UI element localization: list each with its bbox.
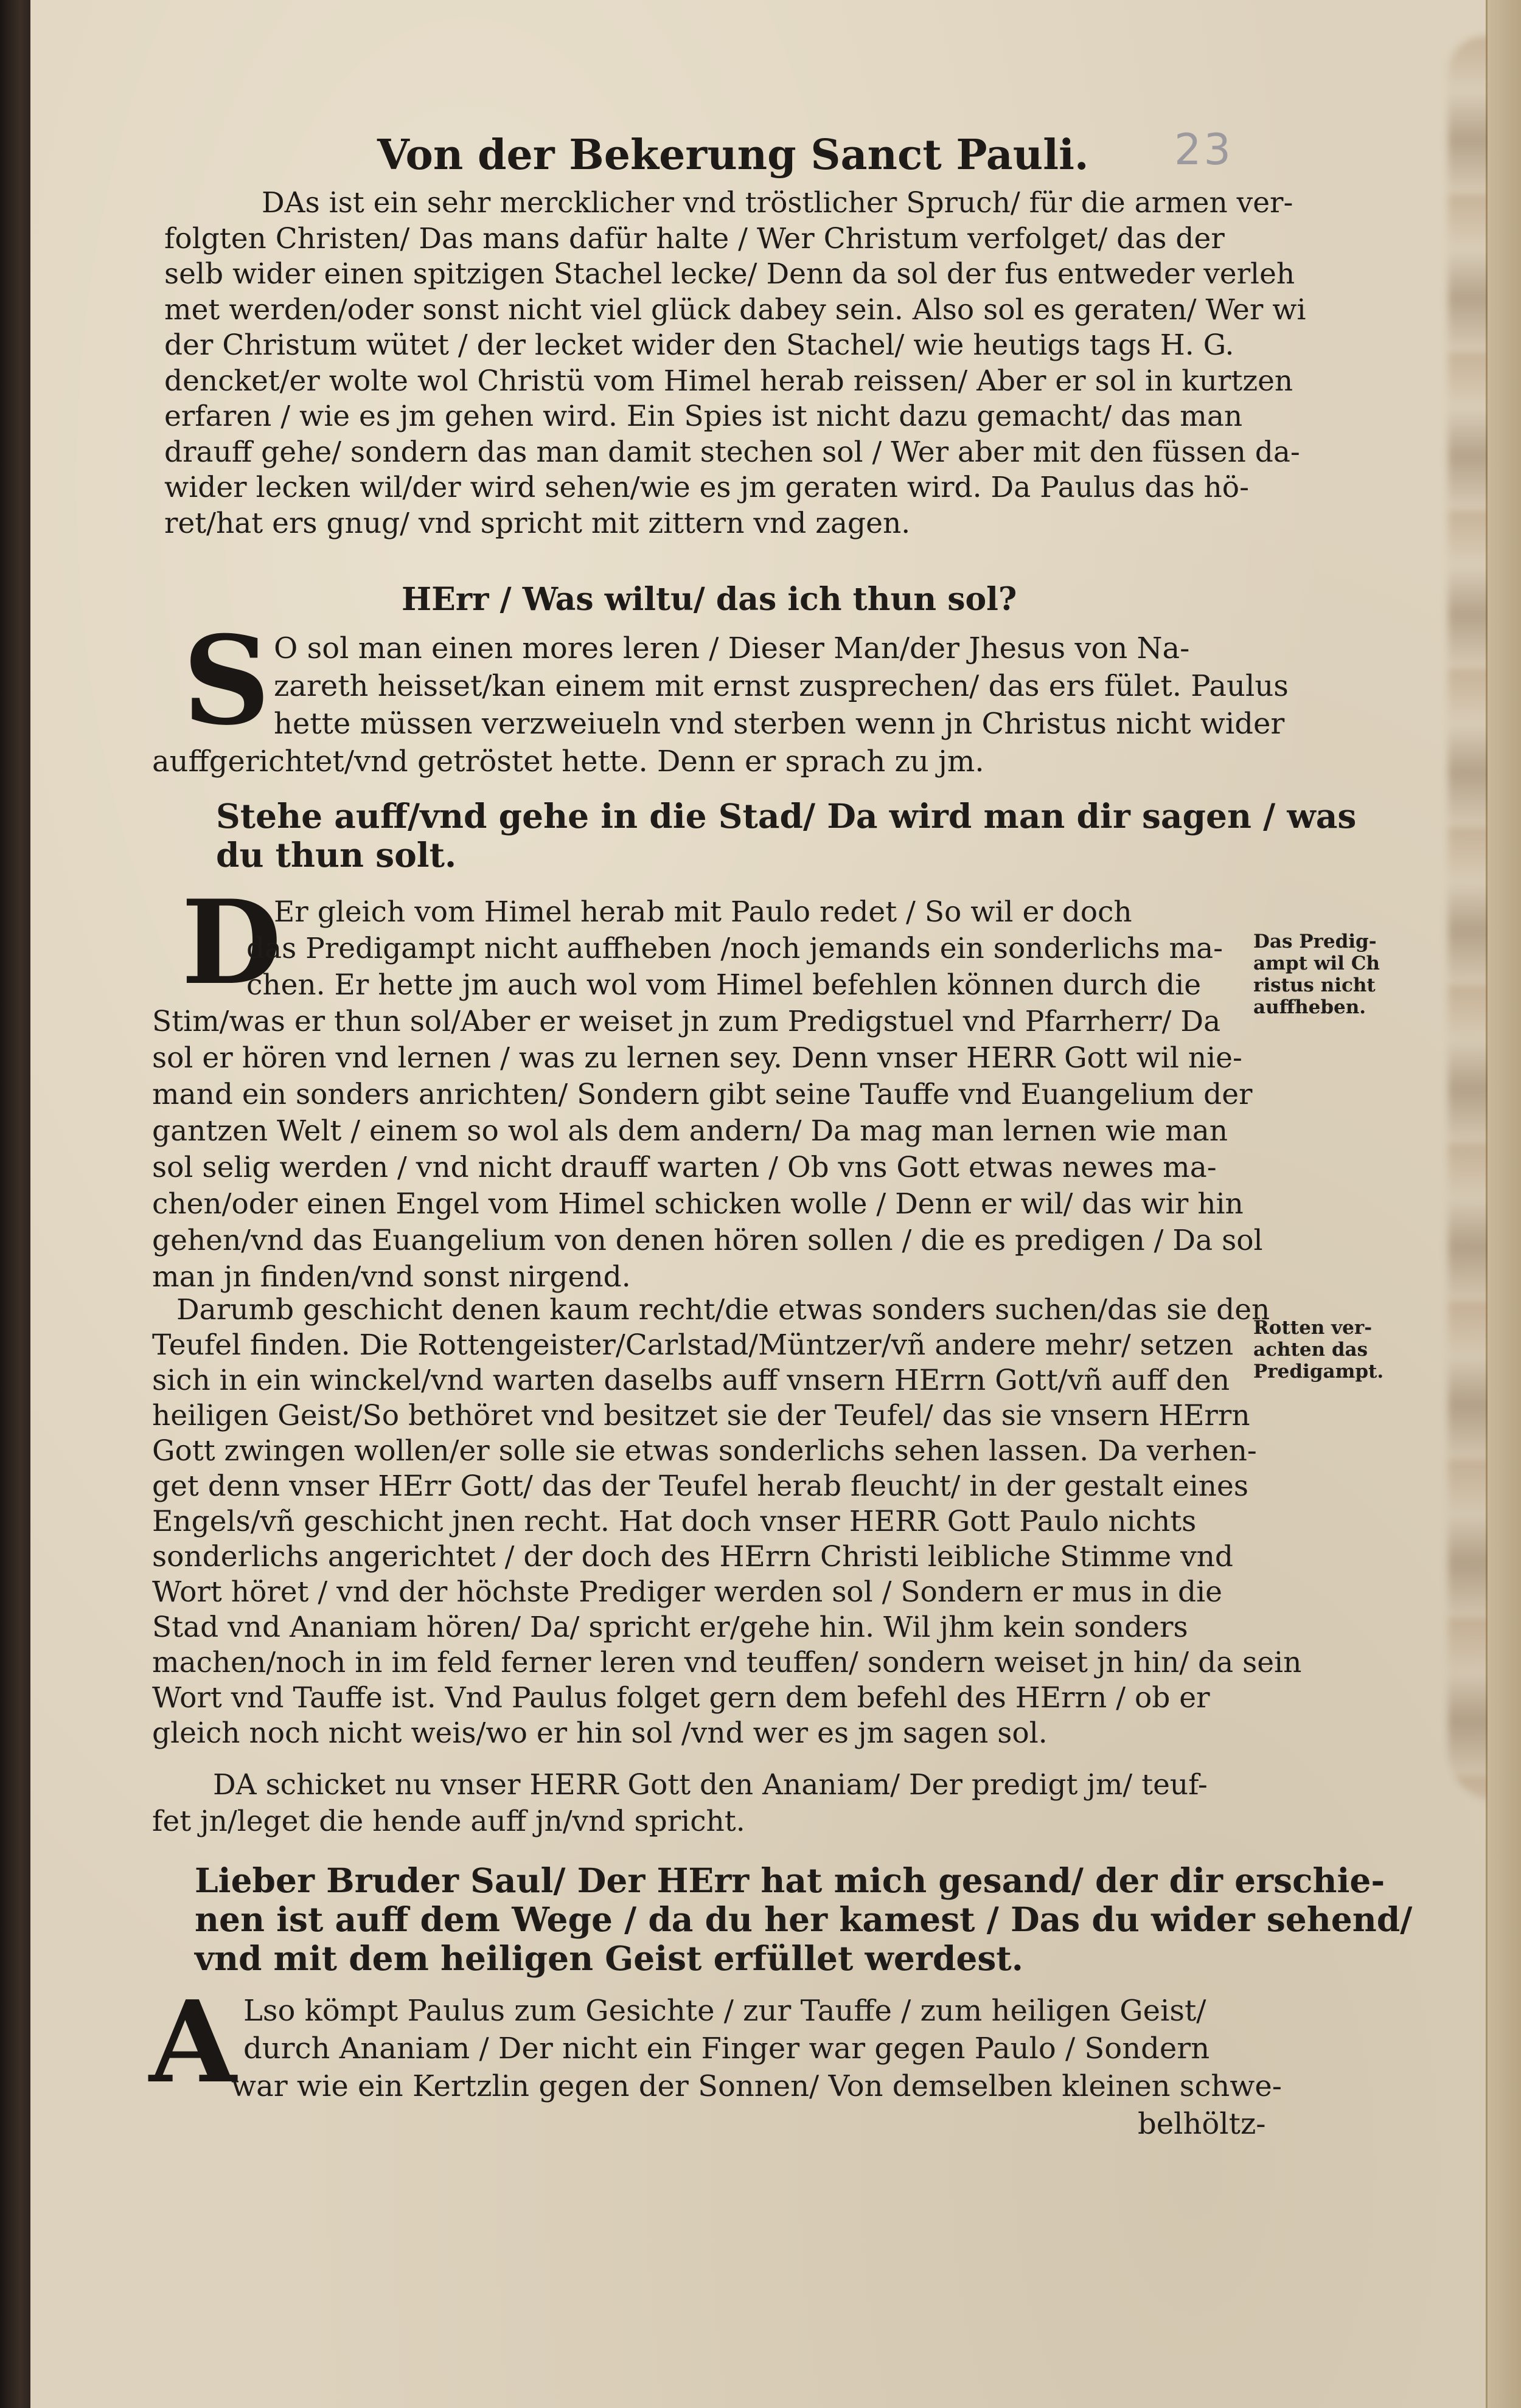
text-line: met werden/oder sonst nicht viel glück dabey sein. Also sol es geraten/ Wer wi	[164, 293, 1306, 327]
margin-note-rotten	[1253, 1317, 1442, 1383]
text-line: fet jn/leget die hende auff jn/vnd spricht.	[152, 1805, 745, 1838]
margin-note-predigampt	[1253, 931, 1442, 1018]
text-line: nen ist auff dem Wege / da du her kamest / Das du wider sehend/	[195, 1900, 1413, 1939]
quote-1	[402, 581, 1509, 619]
text-line: machen/noch in im feld ferner leren vnd teuffen/ sondern weiset jn hin/ da sein	[152, 1646, 1302, 1679]
text-line: sonderlichs angerichtet / der doch des HErrn Christi leibliche Stimme vnd	[152, 1540, 1233, 1574]
text-line: Rotten ver-	[1253, 1317, 1373, 1339]
text-line: sol er hören vnd lernen / was zu lernen sey. Denn vnser HERR Gott wil nie-	[152, 1041, 1242, 1075]
text-line: ret/hat ers gnug/ vnd spricht mit zittern vnd zagen.	[164, 506, 911, 540]
text-line: Teufel finden. Die Rottengeister/Carlstad/Müntzer/vñ andere mehr/ setzen	[152, 1328, 1234, 1362]
text-line: gantzen Welt / einem so wol als dem andern/ Da mag man lernen wie man	[152, 1114, 1228, 1148]
text-line: gleich noch nicht weis/wo er hin sol /vnd wer es jm sagen sol.	[152, 1716, 1048, 1750]
paragraph-5	[152, 1767, 1259, 1840]
text-line: ampt wil Ch	[1253, 952, 1380, 974]
folio-number: 23	[1174, 125, 1234, 175]
text-line: Lieber Bruder Saul/ Der HErr hat mich gesand/ der dir erschie-	[195, 1861, 1385, 1900]
text-line: DAs ist ein sehr mercklicher vnd tröstlicher Spruch/ für die armen ver-	[262, 186, 1293, 220]
text-line: der Christum wütet / der lecket wider den Stachel/ wie heutigs tags H. G.	[164, 328, 1234, 362]
text-line: Wort vnd Tauffe ist. Vnd Paulus folget gern dem befehl des HErrn / ob er	[152, 1681, 1210, 1715]
text-line: Lso kömpt Paulus zum Gesichte / zur Tauffe / zum heiligen Geist/	[243, 1994, 1206, 2028]
text-line: wider lecken wil/der wird sehen/wie es jm geraten wird. Da Paulus das hö-	[164, 471, 1249, 504]
text-line: belhöltz-	[1138, 2107, 1266, 2141]
text-line: du thun solt.	[216, 835, 457, 875]
text-line: Er gleich vom Himel herab mit Paulo redet / So wil er doch	[274, 895, 1132, 929]
text-line: Gott zwingen wollen/er solle sie etwas sonderlichs sehen lassen. Da verhen-	[152, 1434, 1257, 1468]
page-heading: Von der Bekerung Sanct Pauli.	[377, 131, 1089, 179]
text-line: heiligen Geist/So bethöret vnd besitzet sie der Teufel/ das sie vnsern HErrn	[152, 1399, 1250, 1432]
text-line: war wie ein Kertzlin gegen der Sonnen/ Von demselben kleinen schwe-	[231, 2069, 1282, 2103]
text-line: mand ein sonders anrichten/ Sondern gibt seine Tauffe vnd Euangelium der	[152, 1078, 1253, 1111]
text-line: achten das	[1253, 1339, 1368, 1361]
paragraph-3	[152, 894, 1263, 1296]
text-line: Engels/vñ geschicht jnen recht. Hat doch vnser HERR Gott Paulo nichts	[152, 1505, 1197, 1538]
initial-capital-d: D	[181, 875, 282, 1010]
underlying-page-edge	[1488, 0, 1521, 2408]
text-line: selb wider einen spitzigen Stachel lecke/ Denn da sol der fus entweder verleh	[164, 257, 1295, 291]
text-line: hette müssen verzweiueln vnd sterben wenn jn Christus nicht wider	[274, 707, 1285, 741]
text-line: Stim/was er thun sol/Aber er weiset jn zum Predigstuel vnd Pfarrherr/ Da	[152, 1005, 1221, 1038]
text-line: sich in ein winckel/vnd warten daselbs auff vnsern HErrn Gott/vñ auff den	[152, 1364, 1230, 1397]
quote-3	[195, 1861, 1413, 1978]
text-line: vnd mit dem heiligen Geist erfüllet werdest.	[195, 1938, 1023, 1978]
text-line: sol selig werden / vnd nicht drauff warten / Ob vns Gott etwas newes ma-	[152, 1151, 1217, 1184]
text-line: Darumb geschicht denen kaum recht/die etwas sonders suchen/das sie den	[176, 1293, 1270, 1327]
book-binding	[0, 0, 33, 2408]
initial-capital-s: S	[183, 609, 271, 752]
text-line: Stehe auff/vnd gehe in die Stad/ Da wird man dir sagen / was	[216, 796, 1357, 836]
text-line: get denn vnser HErr Gott/ das der Teufel herab fleucht/ in der gestalt eines	[152, 1469, 1248, 1503]
text-line: auffheben.	[1253, 996, 1366, 1018]
text-line: das Predigampt nicht auffheben /noch jemands ein sonderlichs ma-	[246, 932, 1223, 965]
initial-capital-a: A	[149, 1976, 237, 2108]
text-line: dencket/er wolte wol Christü vom Himel herab reissen/ Aber er sol in kurtzen	[164, 364, 1293, 398]
text-line: folgten Christen/ Das mans dafür halte / Wer Christum verfolget/ das der	[164, 221, 1225, 255]
text-line: chen. Er hette jm auch wol vom Himel befehlen können durch die	[246, 968, 1202, 1002]
paragraph-2	[152, 630, 1289, 780]
text-line: chen/oder einen Engel vom Himel schicken wolle / Denn er wil/ das wir hin	[152, 1187, 1244, 1221]
paragraph-4	[152, 1292, 1302, 1751]
text-line: auffgerichtet/vnd getröstet hette. Denn er sprach zu jm.	[152, 744, 984, 779]
text-line: ristus nicht	[1253, 974, 1376, 996]
text-line: DA schicket nu vnser HERR Gott den Ananiam/ Der predigt jm/ teuf-	[213, 1768, 1208, 1802]
text-line: durch Ananiam / Der nicht ein Finger war gegen Paulo / Sondern	[243, 2032, 1210, 2066]
text-line: HErr / Was wiltu/ das ich thun sol?	[402, 581, 1017, 618]
text-line: man jn finden/vnd sonst nirgend.	[152, 1260, 631, 1294]
text-line: Wort höret / vnd der höchste Prediger werden sol / Sondern er mus in die	[152, 1575, 1222, 1609]
paragraph-6	[152, 1992, 1282, 2143]
text-line: zareth heisset/kan einem mit ernst zusprechen/ das ers fület. Paulus	[274, 669, 1289, 703]
text-line: drauff gehe/ sondern das man damit stechen sol / Wer aber mit den füssen da-	[164, 435, 1300, 469]
quote-2	[216, 796, 1357, 875]
text-line: gehen/vnd das Euangelium von denen hören sollen / die es predigen / Da sol	[152, 1224, 1263, 1257]
text-line: Stad vnd Ananiam hören/ Da/ spricht er/gehe hin. Wil jhm kein sonders	[152, 1611, 1188, 1644]
text-line: O sol man einen mores leren / Dieser Man/der Jhesus von Na-	[274, 631, 1190, 665]
text-line: Predigampt.	[1253, 1361, 1384, 1383]
text-line: erfaren / wie es jm gehen wird. Ein Spies ist nicht dazu gemacht/ das man	[164, 400, 1243, 433]
text-line: Das Predig-	[1253, 931, 1377, 952]
paragraph-1	[152, 186, 1306, 541]
